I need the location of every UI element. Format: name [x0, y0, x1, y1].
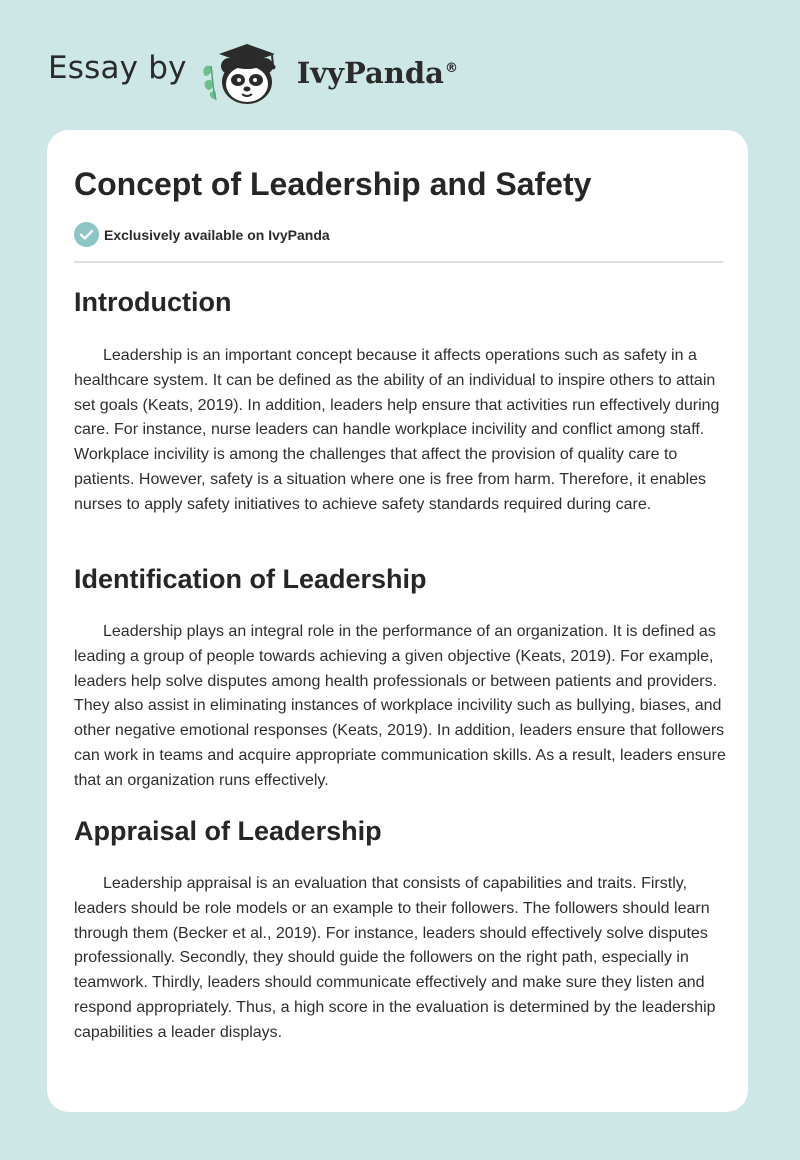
- brand-prefix: Essay by: [48, 50, 187, 86]
- brand-header[interactable]: [48, 36, 458, 108]
- section-paragraph-introduction: Leadership is an important concept because it affects operations such as safety in a healthcare system. It can be defined as the ability of an individual to inspire others to attain set goals (Keats, 2019). In addition, leaders help ensure that activities run effectively during care. For instance, nurse leaders can handle workplace incivility and conflict among staff. Workplace incivility is among the challenges that affect the provision of quality care to patients. However, safety is a situation where one is free from harm. Therefore, it enables nurses to apply safety initiatives to achieve safety standards required during care.: [74, 347, 720, 513]
- exclusive-badge: [74, 222, 330, 247]
- section-heading-introduction: Introduction: [74, 287, 232, 317]
- check-circle-icon: [74, 222, 99, 247]
- essay-card: [47, 130, 748, 1112]
- page-title: Concept of Leadership and Safety: [74, 166, 592, 202]
- section-paragraph-identification: Leadership plays an integral role in the performance of an organization. It is defined as leading a group of people towards achieving a given objective (Keats, 2019). For example, leaders help solve disputes among health professionals or between patients and providers. They also assist in eliminating instances of workplace incivility such as bullying, biases, and other negative emotional responses (Keats, 2019). In addition, leaders ensure that followers can work in teams and acquire appropriate communication skills. As a result, leaders ensure that an organization runs effectively.: [74, 623, 726, 789]
- divider: [74, 261, 723, 263]
- badge-text: Exclusively available on IvyPanda: [104, 226, 330, 243]
- section-heading-appraisal: Appraisal of Leadership: [74, 816, 382, 846]
- panda-graduate-logo-icon: [199, 36, 295, 108]
- section-heading-identification: Identification of Leadership: [74, 564, 427, 594]
- section-paragraph-appraisal: Leadership appraisal is an evaluation that consists of capabilities and traits. Firstly, leaders should be role models or an example to their followers. The followers should learn through them (Becker et al., 2019). For instance, leaders should effectively solve disputes professionally. Secondly, they should guide the followers on the right path, especially in teamwork. Thirdly, leaders should communicate effectively and make sure they listen and respond appropriately. Thus, a high score in the evaluation is determined by the leadership capabilities a leader displays.: [74, 875, 716, 1041]
- brand-name: IvyPanda®: [296, 56, 458, 90]
